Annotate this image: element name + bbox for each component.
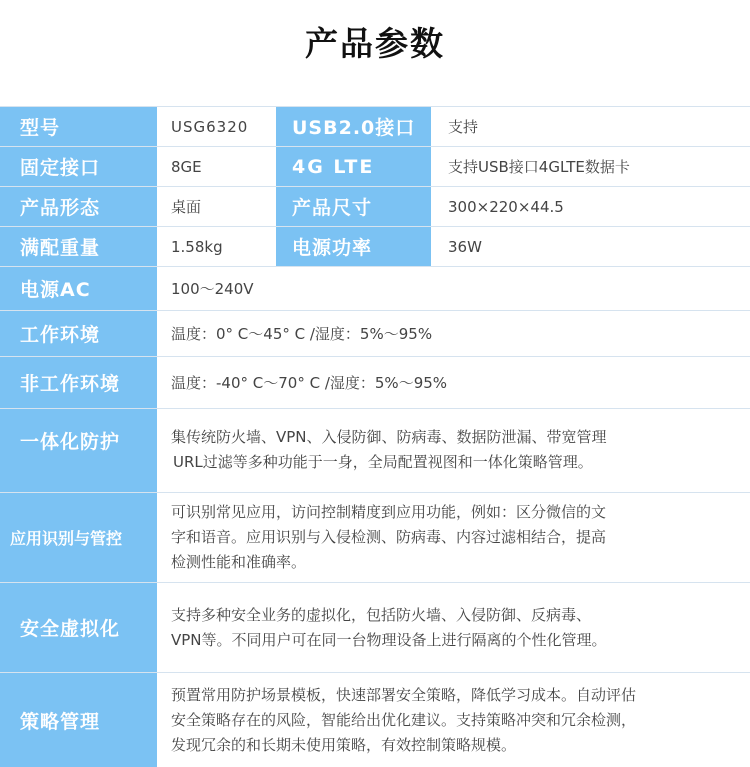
spec-row (0, 267, 750, 311)
spec-label: 电源功率 (276, 227, 431, 266)
spec-label: 非工作环境 (0, 357, 157, 408)
spec-row (0, 357, 750, 409)
spec-label: 一体化防护 (0, 409, 157, 492)
spec-value: 温度：-40° C～70° C /湿度：5%～95% (171, 374, 448, 392)
description-line: VPN等。不同用户可在同一台物理设备上进行隔离的个性化管理。 (171, 630, 607, 649)
spec-value: 100～240V (171, 280, 254, 298)
spec-value: 支持USB接口4GLTE数据卡 (448, 158, 630, 176)
spec-row (0, 311, 750, 357)
spec-label: 电源AC (0, 267, 157, 310)
spec-row (0, 187, 750, 227)
spec-value: 8GE (171, 157, 202, 176)
description-line: 支持多种安全业务的虚拟化，包括防火墙、入侵防御、反病毒、 (171, 605, 592, 624)
spec-value: 1.58kg (171, 237, 223, 256)
spec-label: 型号 (0, 107, 157, 146)
spec-description (157, 673, 750, 767)
description-line: 集传统防火墙、VPN、入侵防御、防病毒、数据防泄漏、带宽管理 (171, 428, 607, 446)
description-line: 发现冗余的和长期未使用策略，有效控制策略规模。 (171, 735, 517, 754)
spec-table (0, 106, 750, 767)
spec-value: 温度：0° C～45° C /湿度：5%～95% (171, 325, 433, 343)
spec-label: 4G LTE (276, 147, 431, 186)
spec-row (0, 147, 750, 187)
description-line: 可识别常见应用，访问控制精度到应用功能，例如：区分微信的文 (171, 503, 607, 521)
spec-value: 支持 (448, 118, 479, 136)
spec-label: 产品尺寸 (276, 187, 431, 226)
page-title: 产品参数 (305, 24, 445, 63)
spec-value: USG6320 (171, 117, 249, 136)
spec-row (0, 493, 750, 583)
spec-description (157, 583, 750, 672)
spec-label: 固定接口 (0, 147, 157, 186)
spec-label: USB2.0接口 (276, 107, 431, 146)
description-line: 预置常用防护场景模板，快速部署安全策略，降低学习成本。自动评估 (171, 685, 637, 704)
spec-value: 桌面 (171, 198, 202, 216)
spec-row (0, 673, 750, 767)
description-line: 检测性能和准确率。 (171, 553, 307, 571)
spec-label: 产品形态 (0, 187, 157, 226)
spec-row (0, 227, 750, 267)
spec-row (0, 107, 750, 147)
spec-label: 应用识别与管控 (0, 493, 157, 582)
spec-label: 策略管理 (0, 673, 157, 767)
spec-label: 工作环境 (0, 311, 157, 356)
spec-row (0, 583, 750, 673)
spec-row (0, 409, 750, 493)
spec-value: 300×220×44.5 (448, 197, 564, 216)
description-line: 安全策略存在的风险，智能给出优化建议。支持策略冲突和冗余检测， (171, 710, 637, 729)
spec-label: 安全虚拟化 (0, 583, 157, 672)
spec-description (157, 493, 750, 582)
spec-value: 36W (448, 237, 482, 256)
spec-description (157, 409, 750, 492)
description-line: 字和语音。应用识别与入侵检测、防病毒、内容过滤相结合，提高 (171, 528, 607, 546)
description-line: URL过滤等多种功能于一身，全局配置视图和一体化策略管理。 (173, 453, 593, 471)
spec-label: 满配重量 (0, 227, 157, 266)
